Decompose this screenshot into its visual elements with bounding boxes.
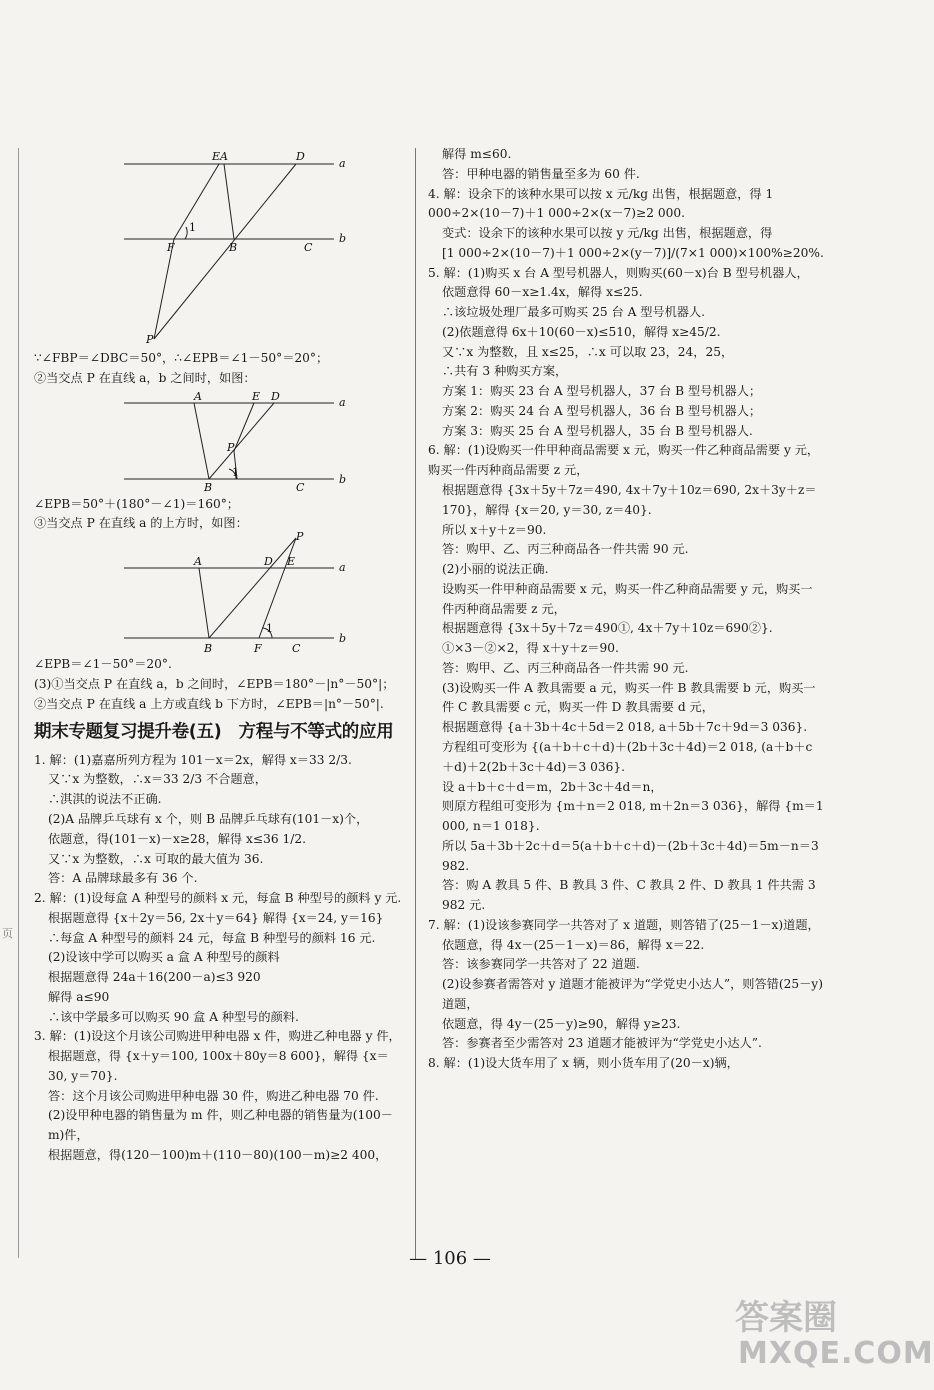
text-line: 答：这个月该公司购进甲种电器 30 件，购进乙种电器 70 件. (48, 1088, 379, 1103)
text-line: 又∵x 为整数，∴x 可取的最大值为 36. (48, 851, 264, 866)
text-line: ∴每盒 A 种型号的颜料 24 元，每盒 B 种型号的颜料 16 元. (48, 930, 376, 945)
figure-line (154, 164, 296, 339)
text-line: ②当交点 P 在直线 a，b 之间时，如图： (34, 370, 256, 385)
text-line: 答：购甲、乙、丙三种商品各一件共需 90 元. (442, 542, 689, 557)
text-line: 答：购甲、乙、丙三种商品各一件共需 90 元. (442, 660, 689, 675)
text-line: 又∵x 为整数，∴x＝33 2/3 不合题意， (48, 772, 267, 787)
text-line: 变式：设余下的该种水果可以按 y 元/kg 出售，根据题意，得 (442, 226, 773, 241)
watermark-logo: 答案圈 (735, 1298, 837, 1338)
equation-system: 则原方程组可变形为 {m＋n＝2 018, m＋2n＝3 036}，解得 {m＝1 000, n＝1 018}. (442, 799, 828, 834)
figure-label: a (339, 395, 346, 409)
figure-label: 1 (266, 622, 273, 636)
text-line: (2)小丽的说法正确. (442, 562, 549, 577)
text-line: 方案 3：购买 25 台 A 型号机器人，35 台 B 型号机器人. (442, 423, 753, 438)
text-line: ③当交点 P 在直线 a 的上方时，如图： (34, 516, 248, 531)
text-line: (2)A 品牌乒乓球有 x 个，则 B 品牌乒乓球有(101－x)个， (48, 812, 369, 826)
problem-7: 7. 解：(1)设该参赛同学一共答对了 x 道题，则答错了(25－1－x)道题， (428, 917, 820, 932)
figure-label: D (296, 150, 305, 163)
text-line: 答：A 品牌球最多有 36 个. (48, 871, 198, 886)
figure-line (234, 403, 254, 451)
text-line: 根据题意得 24a＋16(200－a)≤3 920 (48, 970, 261, 985)
figure-label: a (339, 157, 346, 170)
figure-label: E (252, 389, 261, 403)
text-line: ∵∠FBP＝∠DBC＝50°，∴∠EPB＝∠1－50°＝20°； (34, 351, 329, 365)
text-line: (2)设参赛者需答对 y 道题才能被评为“学党史小达人”，则答错(25－y)道题， (442, 977, 823, 1011)
text-line: 根据题意，得(120－100)m＋(110－80)(100－m)≥2 400， (48, 1148, 388, 1163)
figure-label: C (292, 642, 301, 656)
text-line: 答：该参赛同学一共答对了 22 道题. (442, 957, 640, 972)
text-line: 依题意得 60－x≥1.4x，解得 x≤25. (442, 285, 643, 300)
figure-label: 1 (232, 465, 239, 479)
text-line: 解得 a≤90 (48, 989, 110, 1004)
problem-start: 3. 解：(1)设这个月该公司购进甲种电器 x 件，购进乙种电器 y 件， (34, 1029, 401, 1044)
figure-label: D (271, 389, 280, 403)
equation-system: 根据题意得 {3x＋5y＋7z＝490①, 4x＋7y＋10z＝690②}. (442, 621, 773, 636)
geometry-figure-1 (34, 147, 354, 345)
figure-label: E (287, 555, 296, 569)
angle-arc (185, 227, 187, 239)
figure-line (154, 239, 174, 339)
text-line: (3)设购买一件 A 教具需要 a 元，购买一件 B 教具需要 b 元，购买一件 C 教具需要 c 元，购买一件 D 教具需要 d 元， (442, 680, 816, 715)
text-line: 依题意，得 4x－(25－1－x)＝86，解得 x＝22. (442, 937, 705, 952)
text-line: 设 a＋b＋c＋d＝m，2b＋3c＋4d＝n， (442, 779, 663, 794)
text-line: 根据题意得 {x＋2y＝56, 2x＋y＝64} 解得 {x＝24, y＝16} (48, 910, 384, 925)
equation-system: 方程组可变形为 {(a＋b＋c＋d)＋(2b＋3c＋4d)＝2 018, (a＋b＋c＋d)＋2(2b＋3c＋4d)＝3 036}. (442, 739, 813, 774)
problem-start: 2. 解：(1)设每盒 A 种型号的颜料 x 元，每盒 B 种型号的颜料 y 元. (34, 891, 402, 906)
figure-label: P (146, 333, 154, 346)
equation-system: 根据题意得 {a＋3b＋4c＋5d＝2 018, a＋5b＋7c＋9d＝3 036}. (442, 720, 808, 735)
figure-line (209, 403, 274, 479)
text-line: 方案 2：购买 24 台 A 型号机器人，36 台 B 型号机器人； (442, 403, 762, 418)
figure-label: B (204, 480, 213, 494)
figure-label: F (167, 241, 175, 254)
text-line: ∴该垃圾处理厂最多可购买 25 台 A 型号机器人. (442, 305, 706, 320)
section-title: 期末专题复习提升卷(五) 方程与不等式的应用 (34, 722, 394, 743)
text-line: 所以 5a＋3b＋2c＋d＝5(a＋b＋c＋d)－(2b＋3c＋4d)＝5m－n＝3 982. (442, 838, 823, 873)
figure-label: C (304, 241, 313, 254)
figure-label: B (204, 642, 213, 656)
text-line: ∠EPB＝50°＋(180°－∠1)＝160°； (34, 496, 239, 511)
text-line: ∠EPB＝∠1－50°＝20°. (34, 657, 172, 672)
text-line: 依题意，得 4y－(25－y)≥90，解得 y≥23. (442, 1016, 681, 1031)
figure-label: F (254, 642, 262, 656)
text-line: 方案 1：购买 23 台 A 型号机器人，37 台 B 型号机器人； (442, 384, 762, 399)
text-line: ∴共有 3 种购买方案， (442, 364, 568, 379)
left-column (34, 145, 406, 1166)
text-line: 设购买一件甲种商品需要 x 元，购买一件乙种商品需要 y 元，购买一件丙种商品需要 z 元， (442, 581, 813, 616)
text-line: (2)设该中学可以购买 a 盒 A 种型号的颜料 (48, 950, 280, 965)
right-column (428, 145, 828, 1074)
text-line: 答：甲种电器的销售量至多为 60 件. (442, 166, 640, 181)
text-line: (2)依题意得 6x＋10(60－x)≤510，解得 x≥45/2. (442, 324, 721, 339)
text-line: ①×3－②×2，得 x＋y＋z＝90. (442, 641, 619, 656)
figure-label: b (339, 472, 347, 486)
figure-label: B (229, 241, 238, 254)
figure-label: b (339, 632, 347, 646)
figure-line (209, 538, 296, 638)
figure-label: EA (212, 150, 228, 163)
geometry-figure-3 (34, 530, 354, 656)
text-line: (2)设甲种电器的销售量为 m 件，则乙种电器的销售量为(100－m)件， (48, 1108, 393, 1143)
text-line: 解得 m≤60. (442, 147, 512, 161)
figure-label: A (194, 555, 202, 569)
text-line: (3)①当交点 P 在直线 a，b 之间时，∠EPB＝180°－|n°－50°|； (34, 676, 395, 691)
problem-6: 6. 解：(1)设购买一件甲种商品需要 x 元，购买一件乙种商品需要 y 元，购买一件丙种商品需要 z 元， (428, 443, 820, 478)
text-line: ∴该中学最多可以购买 90 盒 A 种型号的颜料. (48, 1009, 299, 1024)
text-line: ∴淇淇的说法不正确. (48, 792, 162, 807)
figure-label: P (296, 530, 304, 544)
figure-line (224, 164, 234, 239)
geometry-figure-2 (34, 389, 354, 494)
column-divider (415, 148, 416, 1260)
text-line: 根据题意，得 {x＋y＝100, 100x＋80y＝8 600}，解得 {x＝30, y＝70}. (48, 1049, 389, 1083)
figure-line (194, 403, 209, 479)
margin-mark: 页 (2, 927, 13, 940)
text-line: ②当交点 P 在直线 a 上方或直线 b 下方时，∠EPB＝|n°－50°|. (34, 696, 384, 711)
figure-label: D (264, 555, 273, 569)
figure-line (199, 568, 209, 638)
problem-4: 4. 解：设余下的该种水果可以按 x 元/kg 出售，根据题意，得 1 000÷2×(10－7)＋1 000÷2×(x－7)≥2 000. (428, 186, 778, 221)
page-edge-line (18, 148, 19, 1258)
figure-line (174, 164, 219, 239)
figure-label: a (339, 561, 346, 575)
fraction-line: [1 000÷2×(10－7)＋1 000÷2×(y－7)]/(7×1 000)×100%≥20%. (442, 245, 824, 260)
problem-5: 5. 解：(1)购买 x 台 A 型号机器人，则购买(60－x)台 B 型号机器人， (428, 265, 809, 280)
figure-label: A (194, 389, 202, 403)
text-line: 依题意，得(101－x)－x≥28，解得 x≤36 1/2. (48, 831, 306, 846)
figure-label: 1 (189, 221, 196, 234)
text-line: 所以 x＋y＋z＝90. (442, 522, 547, 537)
text-line: 答：购 A 教具 5 件、B 教具 3 件、C 教具 2 件、D 教具 1 件共需 3 982 元. (442, 878, 820, 913)
figure-label: P (227, 440, 235, 454)
problem-8: 8. 解：(1)设大货车用了 x 辆，则小货车用了(20－x)辆， (428, 1056, 739, 1071)
figure-label: C (296, 480, 305, 494)
text-line: 又∵x 为整数，且 x≤25，∴x 可以取 23，24，25， (442, 344, 734, 359)
figure-label: b (339, 232, 347, 245)
figure-line (259, 538, 296, 638)
watermark-url: MXQE.COM (738, 1336, 934, 1371)
problem-start: 1. 解：(1)嘉嘉所列方程为 101－x＝2x，解得 x＝33 2/3. (34, 752, 352, 767)
text-line: 答：参赛者至少需答对 23 道题才能被评为“学党史小达人”. (442, 1036, 762, 1051)
equation-system: 根据题意得 {3x＋5y＋7z＝490, 4x＋7y＋10z＝690, 2x＋3y＋z＝170}，解得 {x＝20, y＝30, z＝40}. (442, 483, 817, 517)
page-number: — 106 — (409, 1248, 491, 1269)
